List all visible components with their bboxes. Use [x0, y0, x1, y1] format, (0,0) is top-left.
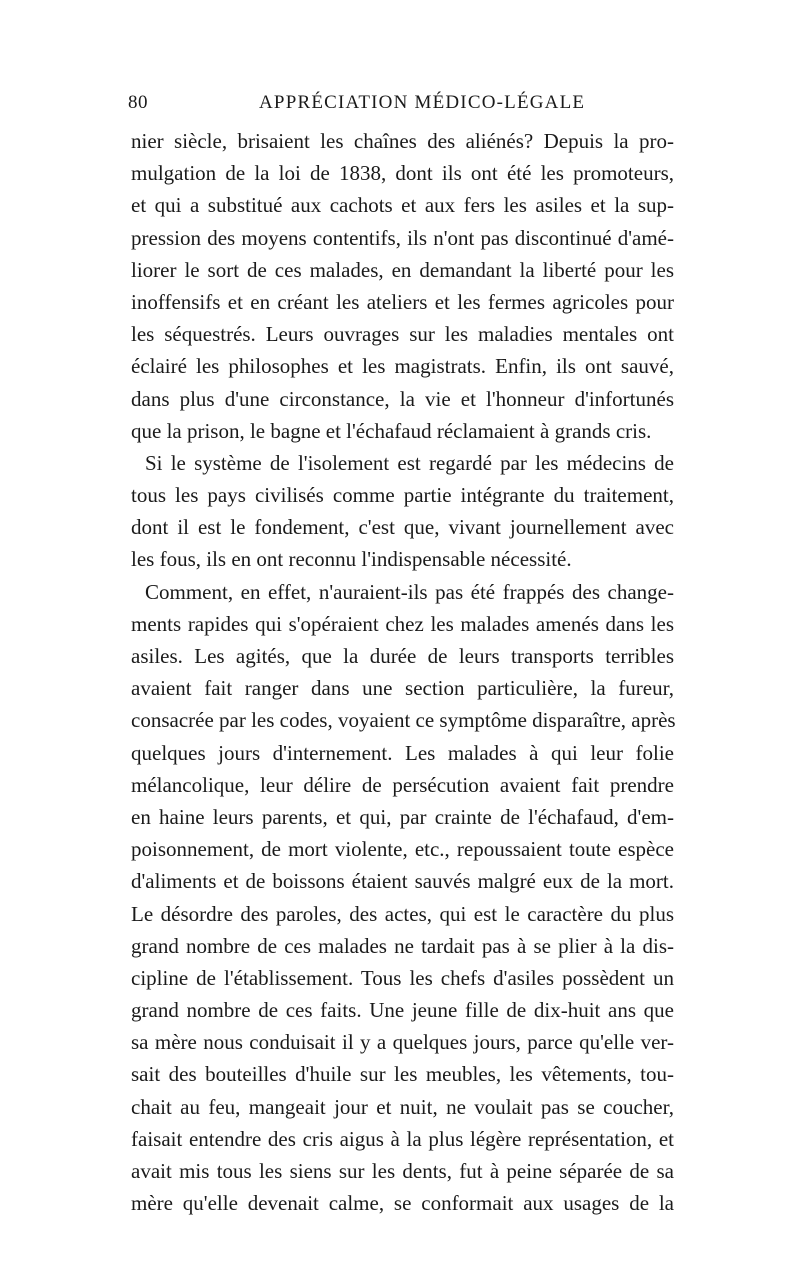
text-line: mélancolique, leur délire de persécution avaient fait prendre: [131, 772, 674, 797]
text-line: grand nombre de ces faits. Une jeune fille de dix-huit ans que: [131, 998, 674, 1023]
body-text: [131, 125, 674, 1219]
text-line: faisait entendre des cris aigus à la plus légère représentation, et: [131, 1126, 674, 1151]
text-line: dans plus d'une circonstance, la vie et l'honneur d'infortunés: [131, 386, 674, 411]
text-line: les fous, ils en ont reconnu l'indispensable nécessité.: [131, 547, 572, 572]
text-line: quelques jours d'internement. Les malades à qui leur folie: [131, 740, 674, 765]
text-line: cipline de l'établissement. Tous les chefs d'asiles possèdent un: [131, 965, 674, 990]
text-line: ments rapides qui s'opéraient chez les malades amenés dans les: [131, 611, 674, 636]
text-line: et qui a substitué aux cachots et aux fers les asiles et la sup-: [131, 193, 674, 218]
text-line: éclairé les philosophes et les magistrats. Enfin, ils ont sauvé,: [131, 354, 674, 379]
text-line: asiles. Les agités, que la durée de leurs transports terribles: [131, 644, 674, 668]
text-line: mère qu'elle devenait calme, se conformait aux usages de la: [131, 1191, 674, 1216]
text-line: nier siècle, brisaient les chaînes des aliénés? Depuis la pro-: [131, 129, 674, 153]
text-line: pression des moyens contentifs, ils n'ont pas discontinué d'amé-: [131, 225, 674, 250]
text-line: chait au feu, mangeait jour et nuit, ne voulait pas se coucher,: [131, 1094, 674, 1119]
text-line: en haine leurs parents, et qui, par crainte de l'échafaud, d'em-: [131, 804, 674, 829]
text-line: mulgation de la loi de 1838, dont ils ont été les promoteurs,: [131, 161, 674, 186]
text-line: grand nombre de ces malades ne tardait pas à se plier à la dis-: [131, 933, 674, 958]
running-head: [128, 92, 682, 118]
text-line: sa mère nous conduisait il y a quelques jours, parce qu'elle ver-: [131, 1030, 674, 1055]
text-line: avait mis tous les siens sur les dents, fut à peine séparée de sa: [131, 1159, 674, 1183]
text-line: d'aliments et de boissons étaient sauvés malgré eux de la mort.: [131, 869, 674, 894]
text-line: sait des bouteilles d'huile sur les meubles, les vêtements, tou-: [131, 1062, 674, 1087]
text-line: dont il est le fondement, c'est que, vivant journellement avec: [131, 515, 674, 540]
text-line: tous les pays civilisés comme partie intégrante du traitement,: [131, 483, 674, 508]
text-line: avaient fait ranger dans une section particulière, la fureur,: [131, 676, 674, 701]
paragraph-start-line: Comment, en effet, n'auraient-ils pas été frappés des change-: [145, 579, 674, 604]
text-line: que la prison, le bagne et l'échafaud réclamaient à grands cris.: [131, 418, 652, 443]
page-number: 80: [128, 92, 148, 113]
text-line: consacrée par les codes, voyaient ce symptôme disparaître, après: [131, 708, 676, 733]
running-title: APPRÉCIATION MÉDICO-LÉGALE: [259, 92, 586, 113]
text-line: les séquestrés. Leurs ouvrages sur les maladies mentales ont: [131, 322, 674, 347]
text-line: inoffensifs et en créant les ateliers et les fermes agricoles pour: [131, 289, 674, 314]
paragraph-start-line: Si le système de l'isolement est regardé par les médecins de: [145, 450, 674, 475]
text-line: liorer le sort de ces malades, en demandant la liberté pour les: [131, 257, 674, 282]
text-line: poisonnement, de mort violente, etc., repoussaient toute espèce: [131, 837, 674, 862]
text-line: Le désordre des paroles, des actes, qui est le caractère du plus: [131, 901, 674, 926]
